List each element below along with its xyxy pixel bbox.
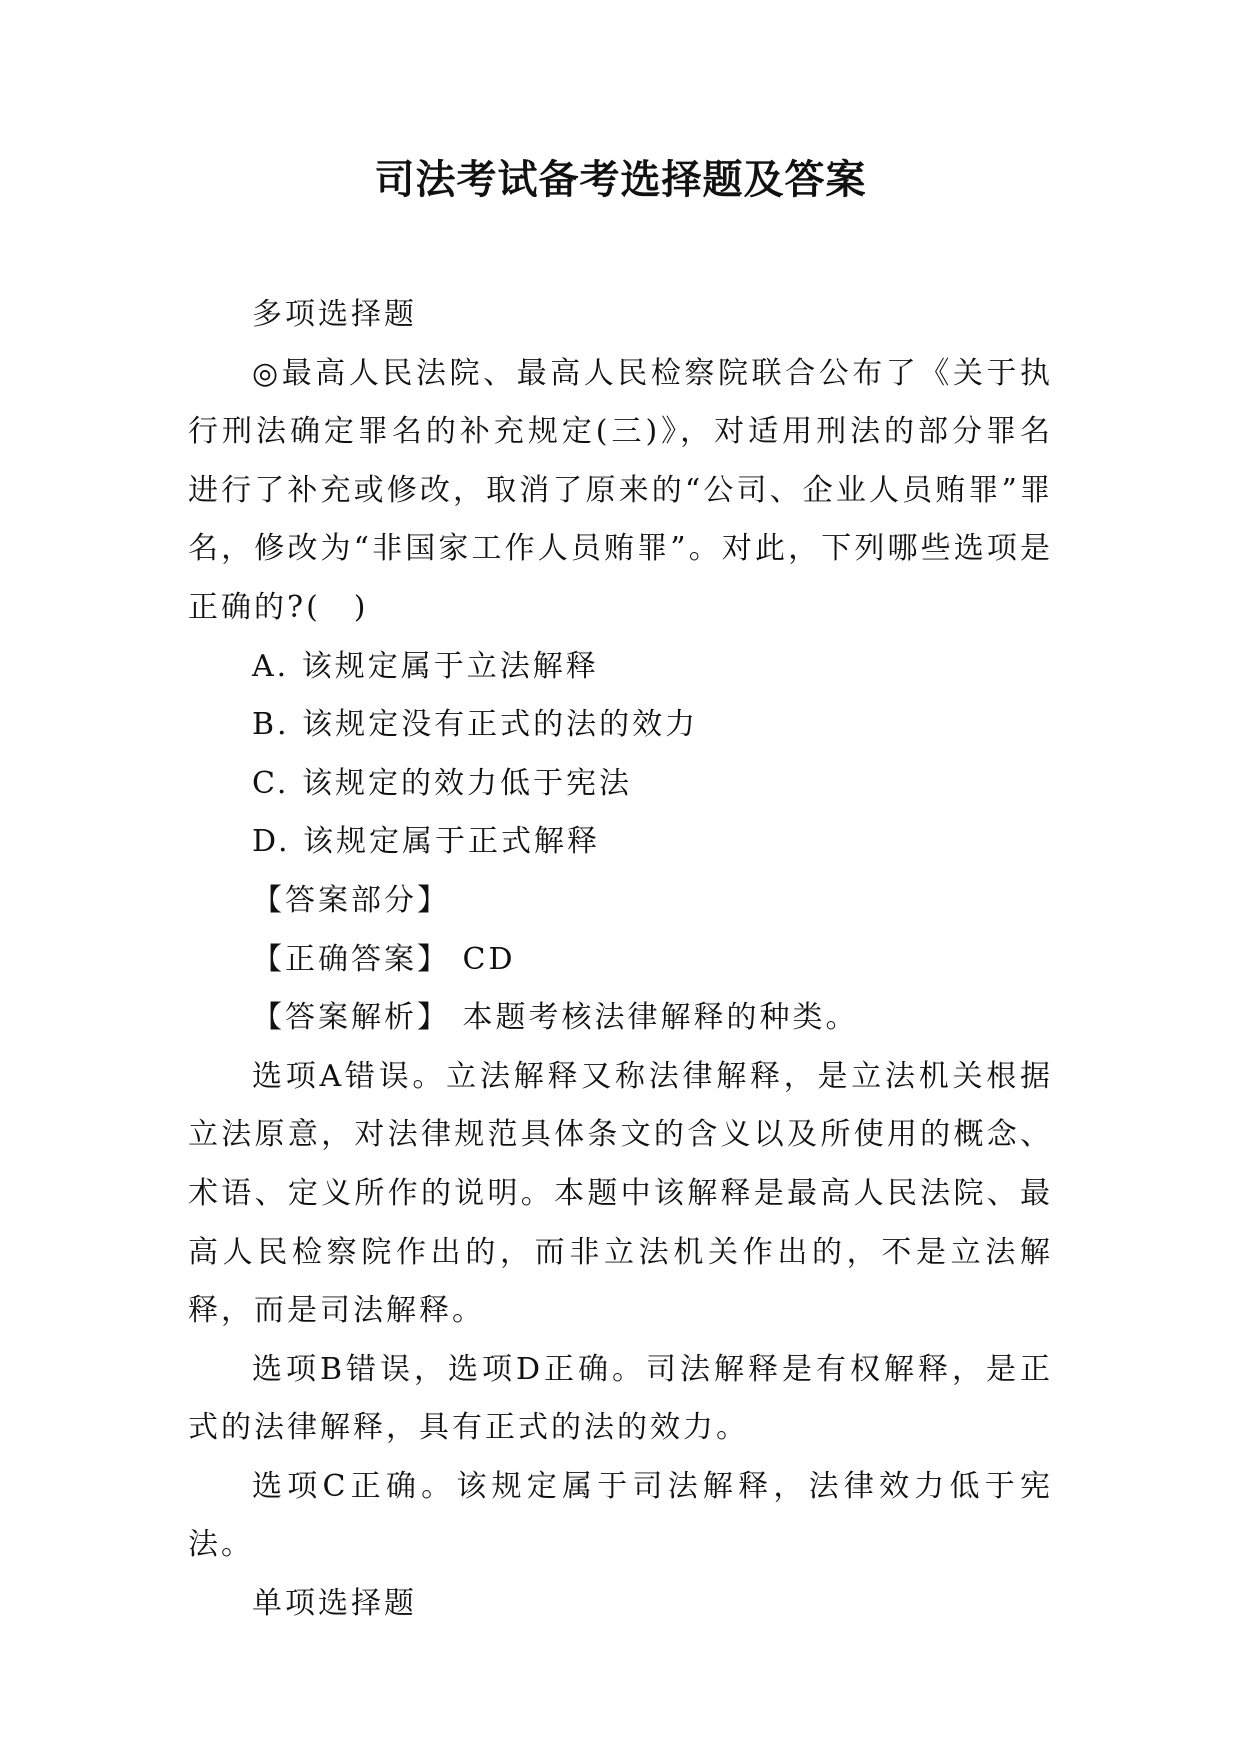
document-title: 司法考试备考选择题及答案: [374, 157, 867, 203]
analysis-option-a: 选项A错误。立法解释又称法律解释，是立法机关根据立法原意，对法律规范具体条文的含义以及所使用的概念、术语、定义所作的说明。本题中该解释是最高人民法院、最高人民检察院作出的，而非立法机关作出的，不是立法解释，而是司法解释。: [188, 1058, 1053, 1329]
correct-answer: 【正确答案】 CD: [252, 941, 516, 977]
section-heading-multiple-choice: 多项选择题: [252, 297, 417, 332]
option-b: B. 该规定没有正式的法的效力: [252, 707, 699, 743]
document-body: [188, 286, 1053, 1634]
option-c: C. 该规定的效力低于宪法: [252, 765, 632, 801]
answer-analysis-heading: 【答案解析】 本题考核法律解释的种类。: [252, 1000, 859, 1036]
option-d: D. 该规定属于正式解释: [252, 824, 601, 860]
section-heading-single-choice: 单项选择题: [252, 1586, 417, 1622]
option-a: A. 该规定属于立法解释: [252, 648, 599, 684]
answer-section-heading: 【答案部分】: [252, 882, 450, 918]
analysis-option-b-d: 选项B错误，选项D正确。司法解释是有权解释，是正式的法律解释，具有正式的法的效力。: [188, 1351, 1053, 1446]
question-stem: ◎最高人民法院、最高人民检察院联合公布了《关于执行刑法确定罪名的补充规定(三)》，对适用刑法的部分罪名进行了补充或修改，取消了原来的“公司、企业人员贿罪”罪名，修改为“非国家工作人员贿罪”。对此，下列哪些选项是正确的?( ): [188, 355, 1053, 625]
analysis-option-c: 选项C正确。该规定属于司法解释，法律效力低于宪法。: [188, 1468, 1053, 1563]
